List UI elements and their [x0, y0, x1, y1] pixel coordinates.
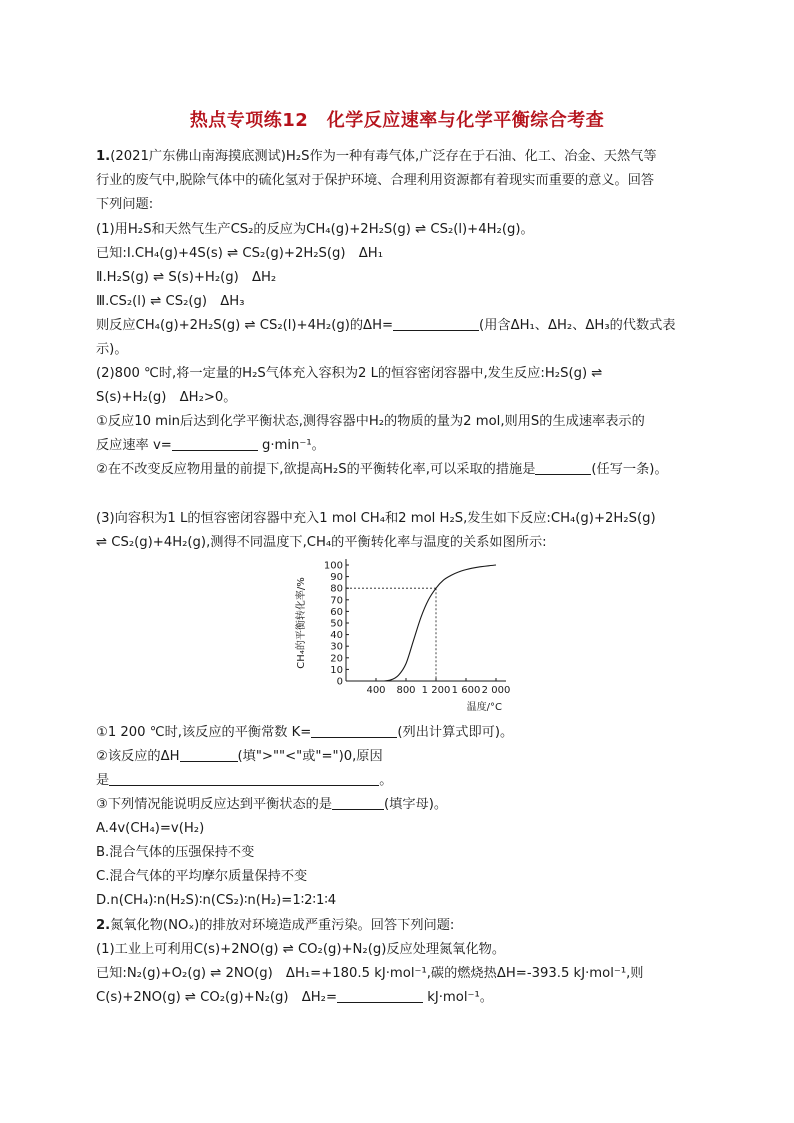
q1-part3-q3-b: (填字母)。: [384, 797, 448, 812]
conversion-chart: [290, 555, 520, 715]
answer-blank-reason[interactable]: [109, 773, 379, 786]
y-tick-label: 50: [330, 618, 343, 630]
x-tick-label: 800: [396, 685, 416, 696]
q1-part2-line1: (2)800 ℃时,将一定量的H₂S气体充入容积为2 L的恒容密闭容器中,发生反应:H₂S(g) ⇌: [96, 366, 603, 381]
q1-known-III: Ⅲ.CS₂(l) ⇌ CS₂(g) ΔH₃: [96, 294, 245, 309]
q2-part1-known: 已知:N₂(g)+O₂(g) ⇌ 2NO(g) ΔH₁=+180.5 kJ·mol⁻¹,碳的燃烧热ΔH=-393.5 kJ·mol⁻¹,则: [96, 966, 644, 981]
q1-part1-ask-a: 则反应CH₄(g)+2H₂S(g) ⇌ CS₂(l)+4H₂(g)的ΔH=: [96, 318, 394, 333]
y-tick-label: 30: [330, 641, 343, 653]
answer-blank-dh2[interactable]: [337, 990, 423, 1003]
x-tick-label: 2 000: [481, 685, 511, 696]
y-tick-label: 10: [330, 664, 343, 676]
y-tick-label: 90: [330, 572, 343, 584]
x-tick-label: 1 200: [421, 685, 451, 696]
option-c: C.混合气体的平均摩尔质量保持不变: [96, 869, 308, 884]
x-tick-label: 1 600: [451, 685, 481, 696]
q1-part3-q1-a: ①1 200 ℃时,该反应的平衡常数 K=: [96, 725, 312, 740]
y-tick-label: 20: [330, 653, 343, 665]
q1-part1-reaction: (1)用H₂S和天然气生产CS₂的反应为CH₄(g)+2H₂S(g) ⇌ CS₂(l)+4H₂(g)。: [96, 222, 534, 237]
q1-known-I: 已知:Ⅰ.CH₄(g)+4S(s) ⇌ CS₂(g)+2H₂S(g) ΔH₁: [96, 246, 383, 261]
series-line-ch4-conversion: [384, 565, 497, 681]
q1-intro2: 行业的废气中,脱除气体中的硫化氢对于保护环境、合理利用资源都有着现实而重要的意义。回答: [96, 173, 655, 188]
y-tick-label: 80: [330, 583, 343, 595]
q1-part1-ask-c: 示)。: [96, 342, 128, 357]
q2-part1-ask-line: [96, 990, 493, 1006]
q1-part3-q1-line: [96, 725, 513, 741]
answer-blank-measure[interactable]: [535, 462, 591, 475]
option-a: A.4v(CH₄)=v(H₂): [96, 821, 205, 836]
q1-part2-q2-line: [96, 462, 668, 478]
answer-blank-dh[interactable]: [393, 318, 479, 331]
q1-part2-line2: S(s)+H₂(g) ΔH₂>0。: [96, 390, 237, 405]
q1-part3-q2-a: ②该反应的ΔH: [96, 749, 180, 764]
option-d: D.n(CH₄)∶n(H₂S)∶n(CS₂)∶n(H₂)=1∶2∶1∶4: [96, 893, 337, 908]
answer-blank-choice[interactable]: [332, 797, 384, 810]
q1-part3-q1-b: (列出计算式即可)。: [397, 725, 514, 740]
y-tick-label: 70: [330, 595, 343, 607]
q1-part2-q1-b: 反应速率 v=: [96, 438, 172, 453]
q2-intro: 氮氧化物(NOₓ)的排放对环境造成严重污染。回答下列问题:: [110, 918, 455, 933]
q2-part1-ask-a: C(s)+2NO(g) ⇌ CO₂(g)+N₂(g) ΔH₂=: [96, 990, 338, 1005]
q2-part1-reaction: (1)工业上可利用C(s)+2NO(g) ⇌ CO₂(g)+N₂(g)反应处理氮氧化物。: [96, 942, 506, 957]
answer-blank-k[interactable]: [311, 725, 397, 738]
q1-part2-q2-b: (任写一条)。: [591, 462, 668, 477]
q2-intro-line: [96, 918, 454, 934]
q1-known-II: Ⅱ.H₂S(g) ⇌ S(s)+H₂(g) ΔH₂: [96, 270, 277, 285]
q1-intro3: 下列问题:: [96, 197, 154, 212]
y-tick-label: 60: [330, 606, 343, 618]
q1-part3-q3-a: ③下列情况能说明反应达到平衡状态的是: [96, 797, 333, 812]
option-b: B.混合气体的压强保持不变: [96, 845, 255, 860]
q1-part2-q2-a: ②在不改变反应物用量的前提下,欲提高H₂S的平衡转化率,可以采取的措施是: [96, 462, 536, 477]
q1-part3-q2-b: (填">""<"或"=")0,原因: [237, 749, 383, 764]
q1-part3-q3-line: [96, 797, 447, 813]
q1-part3-q2-d: 。: [379, 773, 393, 788]
y-tick-label: 0: [336, 676, 343, 688]
q1-part3-line2: ⇌ CS₂(g)+4H₂(g),测得不同温度下,CH₄的平衡转化率与温度的关系如图所示:: [96, 535, 547, 550]
q1-part3-line1: (3)向容积为1 L的恒容密闭容器中充入1 mol CH₄和2 mol H₂S,发生如下反应:CH₄(g)+2H₂S(g): [96, 511, 656, 526]
y-tick-label: 100: [323, 560, 343, 572]
q1-intro-line1: [96, 149, 657, 165]
q1-number: 1.: [96, 149, 111, 164]
answer-blank-sign[interactable]: [180, 749, 238, 762]
q1-part2-q1-line: [96, 438, 325, 454]
q1-part2-q1-unit: g·min⁻¹。: [257, 438, 325, 453]
chart-ylabel: CH₄的平衡转化率/%: [296, 577, 307, 669]
chart-marks: [346, 565, 496, 681]
q2-part1-ask-b: kJ·mol⁻¹。: [423, 990, 493, 1005]
q1-part3-q2-line: [96, 749, 383, 765]
q1-part1-ask: [96, 318, 676, 334]
q1-part3-q2-reason-line: [96, 773, 392, 789]
q1-part1-ask-b: (用含ΔH₁、ΔH₂、ΔH₃的代数式表: [479, 318, 676, 333]
q1-intro1: (2021广东佛山南海摸底测试)H₂S作为一种有毒气体,广泛存在于石油、化工、冶金、天然气等: [110, 149, 657, 164]
q2-number: 2.: [96, 918, 111, 933]
answer-blank-rate[interactable]: [172, 438, 258, 451]
chart-xlabel: 温度/°C: [466, 702, 502, 713]
q1-part3-q2-c: 是: [96, 773, 110, 788]
page-title: 热点专项练12 化学反应速率与化学平衡综合考查: [189, 110, 605, 131]
chart-axes: [346, 559, 506, 681]
y-tick-label: 40: [330, 630, 343, 642]
x-tick-label: 400: [366, 685, 386, 696]
q1-part2-q1-a: ①反应10 min后达到化学平衡状态,测得容器中H₂的物质的量为2 mol,则用S的生成速率表示的: [96, 414, 645, 429]
